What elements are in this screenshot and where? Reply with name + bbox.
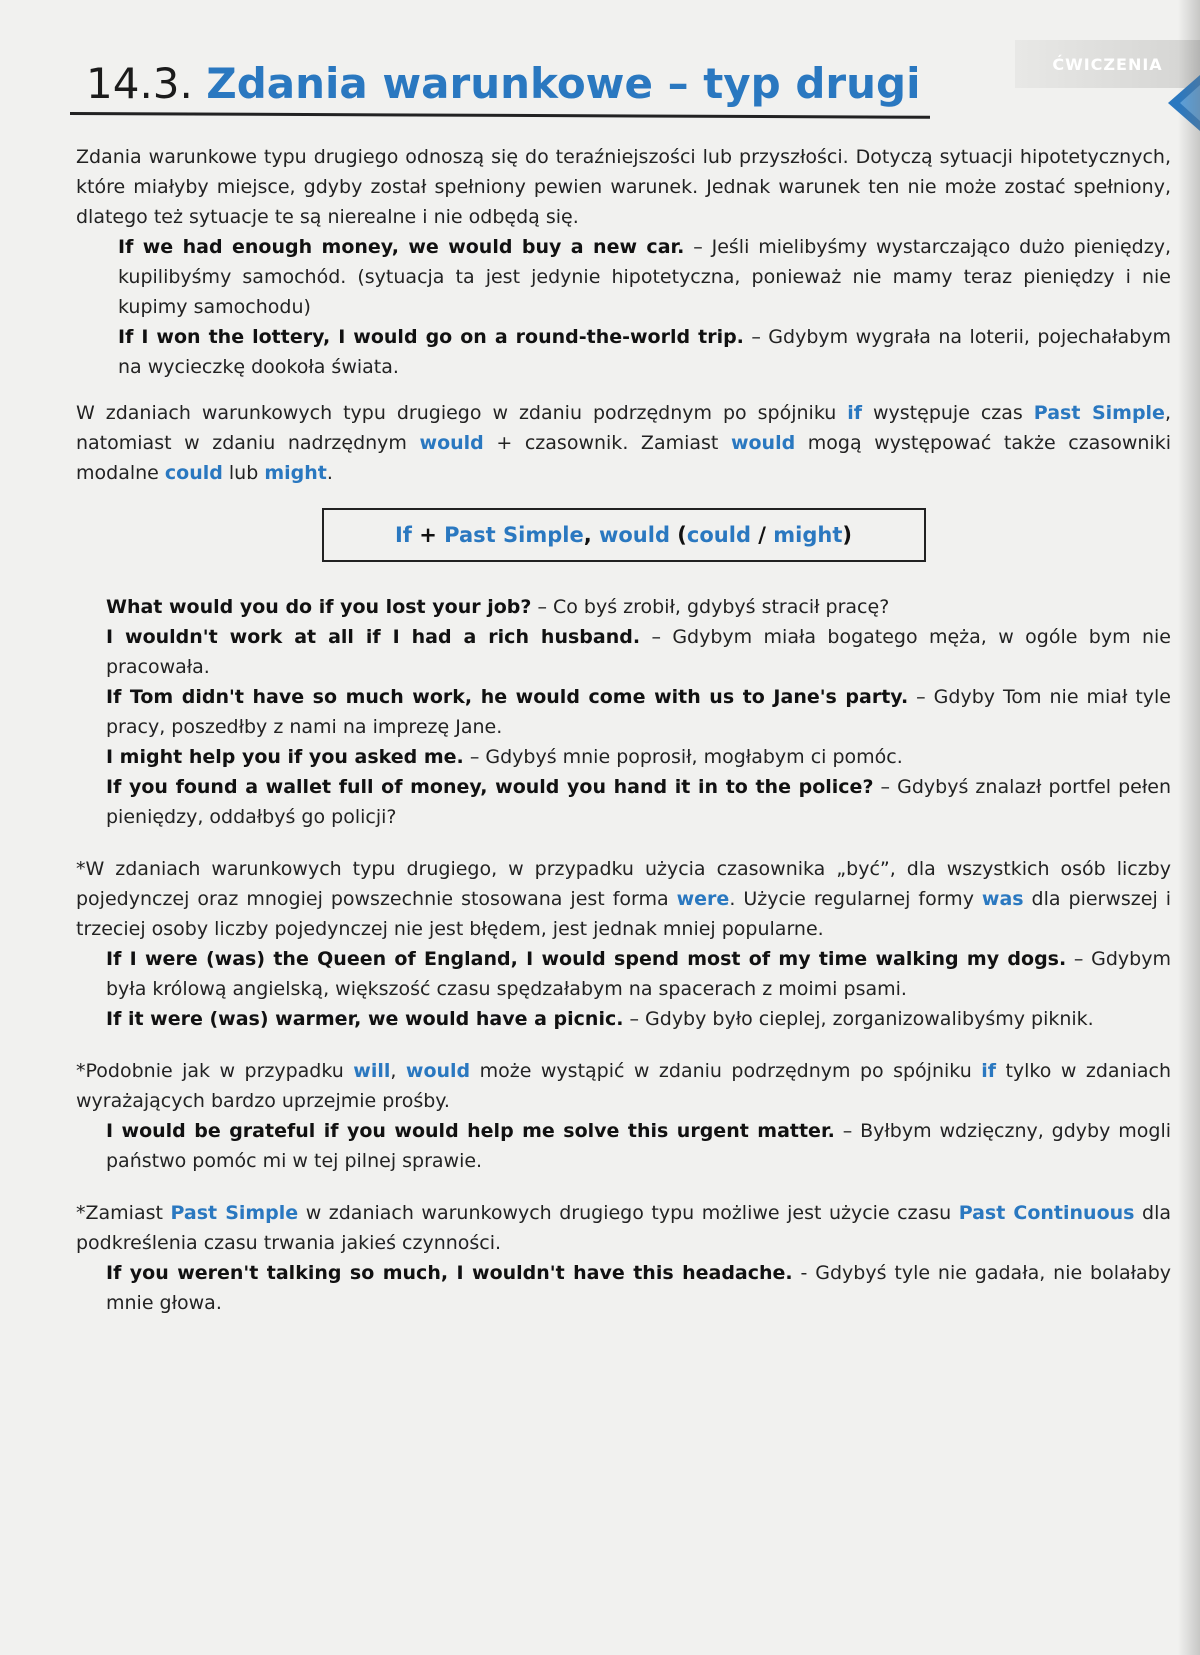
note-would: *Podobnie jak w przypadku will, would może wystąpić w zdaniu podrzędnym po spójniku if tylko w zdaniach wyrażających bardzo uprzejmie prośby. bbox=[76, 1060, 1171, 1112]
example-2-3: If Tom didn't have so much work, he would come with us to Jane's party. – Gdyby Tom nie miał tyle pracy, poszedłby z nami na imprezę Jane. bbox=[106, 686, 1171, 738]
note-continuous: *Zamiast Past Simple w zdaniach warunkowych drugiego typu możliwe jest użycie czasu Past Continuous dla podkreślenia czasu trwania jakieś czynności. bbox=[76, 1202, 1171, 1254]
formula-box: If + Past Simple, would (could / might) bbox=[322, 508, 926, 562]
intro-example-1 bbox=[76, 232, 1171, 322]
note-would-example: I would be grateful if you would help me solve this urgent matter. – Byłbym wdzięczny, gdyby mogli państwo pomóc mi w tej pilnej sprawie. bbox=[106, 1120, 1171, 1172]
example-2-4: I might help you if you asked me. – Gdybyś mnie poprosił, mogłabym ci pomóc. bbox=[106, 746, 903, 768]
example-2-1: What would you do if you lost your job? – Co byś zrobił, gdybyś stracił pracę? bbox=[106, 596, 890, 618]
page-title bbox=[86, 58, 920, 110]
example-en: If we had enough money, we would buy a new car. bbox=[118, 236, 685, 258]
content-body bbox=[76, 142, 1171, 1318]
example-2-2: I wouldn't work at all if I had a rich husband. – Gdybym miała bogatego męża, w ogóle bym nie pracowała. bbox=[106, 626, 1171, 678]
intro-paragraph: Zdania warunkowe typu drugiego odnoszą się do teraźniejszości lub przyszłości. Dotyczą sytuacji hipotetycznych, które miałyby miejsce, gdyby został spełniony pewien warunek. Jednak warunek ten nie może zostać spełniony, dlatego też sytuacje te są nierealne i nie odbędą się. bbox=[76, 146, 1171, 228]
page-edge-shadow bbox=[1178, 0, 1200, 1655]
rule-paragraph: W zdaniach warunkowych typu drugiego w zdaniu podrzędnym po spójniku if występuje czas Past Simple, natomiast w zdaniu nadrzędnym would + czasownik. Zamiast would mogą występować także czasowniki modalne could lub might. bbox=[76, 402, 1171, 484]
note-continuous-example: If you weren't talking so much, I wouldn't have this headache. - Gdybyś tyle nie gadała, nie bolałaby mnie głowa. bbox=[106, 1262, 1171, 1314]
example-pl: – Jeśli mielibyśmy wystarczająco dużo pieniędzy, kupilibyśmy samochód. (sytuacja ta jest jedynie hipotetyczna, ponieważ nie mamy teraz pieniędzy i nie kupimy samochodu) bbox=[118, 236, 1172, 318]
title-underline bbox=[70, 112, 930, 119]
formula-container bbox=[76, 508, 1171, 562]
example-en: If I won the lottery, I would go on a round-the-world trip. bbox=[118, 326, 744, 348]
section-title: Zdania warunkowe – typ drugi bbox=[206, 59, 921, 108]
intro-example-2 bbox=[76, 322, 1171, 382]
note-were-example-1: If I were (was) the Queen of England, I would spend most of my time walking my dogs. – Gdybym była królową angielską, większość czasu spędzałabym na spacerach z moimi psami. bbox=[106, 948, 1171, 1000]
note-were: *W zdaniach warunkowych typu drugiego, w przypadku użycia czasownika „być”, dla wszystkich osób liczby pojedynczej oraz mnogiej powszechnie stosowana jest forma were. Użycie regularnej formy was dla pierwszej i trzeciej osoby liczby pojedynczej nie jest błędem, jest jednak mniej popularne. bbox=[76, 858, 1171, 940]
exercises-tab-label: ĆWICZENIA bbox=[1052, 54, 1163, 74]
section-number: 14.3. bbox=[86, 59, 193, 108]
example-2-5: If you found a wallet full of money, would you hand it in to the police? – Gdybyś znalazł portfel pełen pieniędzy, oddałbyś go policji? bbox=[106, 776, 1172, 828]
note-were-example-2: If it were (was) warmer, we would have a picnic. – Gdyby było cieplej, zorganizowalibyśmy piknik. bbox=[106, 1008, 1094, 1030]
example-pl: – Gdybym wygrała na loterii, pojechałabym na wycieczkę dookoła świata. bbox=[118, 326, 1172, 378]
